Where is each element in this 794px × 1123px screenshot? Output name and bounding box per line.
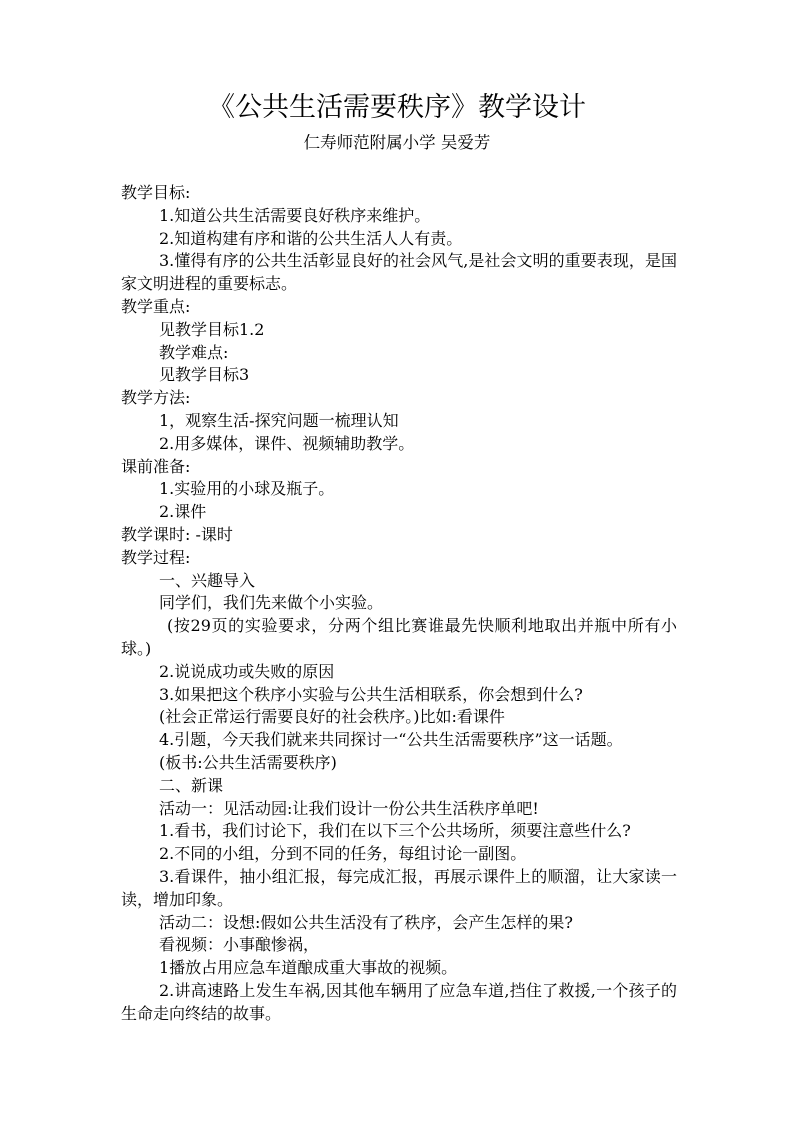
activity-text: 看视频：小事酿惨祸， bbox=[159, 935, 320, 955]
objective-item: 2.知道构建有序和谐的公共生活人人有责。 bbox=[159, 228, 463, 248]
section-heading-difficulties: 教学难点: bbox=[159, 342, 229, 362]
document-body bbox=[121, 182, 677, 1025]
section-heading-preparation: 课前准备: bbox=[121, 456, 191, 476]
section-heading-periods: 教学课时: -课时 bbox=[121, 524, 233, 544]
process-text: (按29页的实验要求，分两个组比赛谁最先快顺利地取出并瓶中所有小球。) bbox=[121, 616, 677, 658]
key-point-text: 见教学目标1.2 bbox=[159, 319, 265, 339]
section-heading-objectives: 教学目标: bbox=[121, 183, 191, 202]
objective-item: 3.懂得有序的公共生活彰显良好的社会风气,是社会文明的重要表现，是国家文明进程的重要标志。 bbox=[121, 251, 677, 294]
preparation-item: 1.实验用的小球及瓶子。 bbox=[159, 479, 335, 499]
activity-heading: 活动一：见活动园:让我们设计一份公共生活秩序单吧! bbox=[159, 798, 539, 818]
activity-heading: 活动二：设想:假如公共生活没有了秩序，会产生怎样的果? bbox=[159, 912, 573, 932]
process-text: 同学们，我们先来做个小实验。 bbox=[159, 593, 384, 613]
process-text: (板书:公共生活需要秩序) bbox=[159, 752, 337, 772]
difficulty-text: 见教学目标3 bbox=[159, 365, 250, 385]
author-line: 仁寿师范附属小学 吴爱芳 bbox=[303, 133, 491, 152]
activity-text: 3.看课件，抽小组汇报，每完成汇报，再展示课件上的顺溜，让大家读一读，增加印象。 bbox=[121, 866, 677, 909]
process-step-heading: 二、新课 bbox=[159, 775, 224, 795]
activity-text: 2.不同的小组，分到不同的任务，每组讨论一副图。 bbox=[159, 844, 527, 864]
process-step-heading: 一、兴趣导入 bbox=[159, 570, 256, 590]
process-text: (社会正常运行需要良好的社会秩序。)比如:看课件 bbox=[159, 707, 505, 727]
section-heading-key-points: 教学重点: bbox=[121, 296, 191, 316]
method-item: 1，观察生活-探究问题一梳理认知 bbox=[159, 410, 399, 430]
process-text: 4.引题，今天我们就来共同探讨一“公共生活需要秩序”这一话题。 bbox=[159, 730, 623, 750]
preparation-item: 2.课件 bbox=[159, 502, 207, 522]
activity-text: 1播放占用应急车道酿成重大事故的视频。 bbox=[159, 958, 458, 978]
method-item: 2.用多媒体，课件、视频辅助教学。 bbox=[159, 433, 415, 453]
section-heading-methods: 教学方法: bbox=[121, 388, 191, 408]
activity-text: 2.讲高速路上发生车祸,因其他车辆用了应急车道,挡住了救援,一个孩子的生命走向终结的故事。 bbox=[121, 980, 677, 1023]
process-text: 3.如果把这个秩序小实验与公共生活相联系，你会想到什么? bbox=[159, 684, 583, 704]
section-heading-process: 教学过程: bbox=[121, 547, 191, 567]
process-text: 2.说说成功或失败的原因 bbox=[159, 661, 335, 681]
document-title: 《公共生活需要秩序》教学设计 bbox=[208, 92, 586, 123]
activity-text: 1.看书，我们讨论下，我们在以下三个公共场所，须要注意些什么? bbox=[159, 821, 631, 841]
objective-item: 1.知道公共生活需要良好秩序来维护。 bbox=[159, 205, 431, 225]
